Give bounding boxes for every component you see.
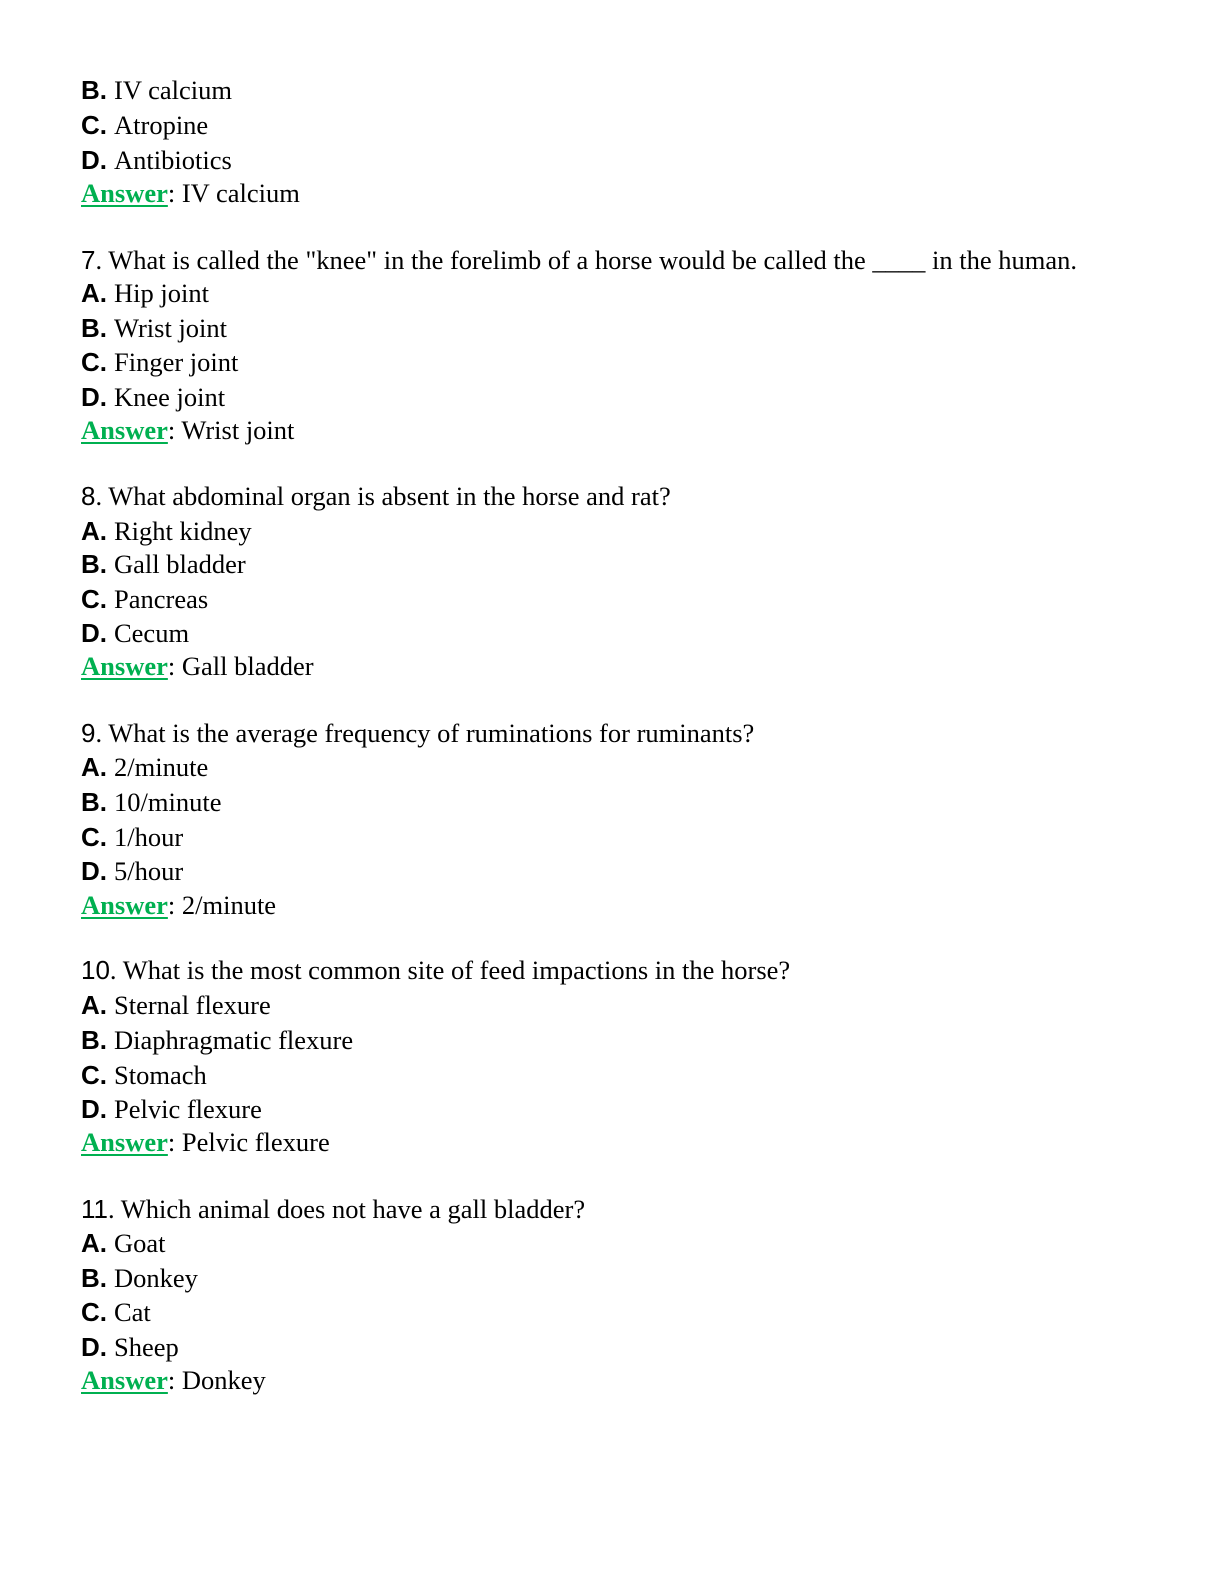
option-text: Wrist joint [114, 313, 228, 343]
option-letter: B. [81, 787, 107, 817]
answer-label: Answer [81, 890, 168, 920]
option-text: Atropine [114, 110, 209, 140]
answer-label: Answer [81, 651, 168, 681]
answer-line: Answer: Gall bladder [81, 651, 314, 681]
question-text: What is the average frequency of ruminations for ruminants? [108, 718, 755, 748]
option-a [81, 989, 271, 1021]
question-number: 9 [81, 718, 96, 748]
option-text: Cecum [114, 618, 190, 648]
option-letter: D. [81, 145, 107, 175]
option-text: 10/minute [114, 787, 222, 817]
option-text: 5/hour [114, 856, 184, 886]
answer-text: Gall bladder [181, 651, 314, 681]
option-text: Hip joint [114, 278, 209, 308]
option-b [81, 1024, 353, 1056]
question-number: 8 [81, 481, 96, 511]
option-d [81, 144, 232, 176]
option-d [81, 381, 225, 413]
option-b [81, 312, 227, 344]
option-c [81, 821, 183, 853]
option-text: Gall bladder [114, 549, 246, 579]
answer-line: Answer: 2/minute [81, 890, 277, 920]
option-text: Antibiotics [114, 145, 232, 175]
answer-text: Pelvic flexure [181, 1127, 330, 1157]
option-a [81, 515, 252, 547]
option-text: Pelvic flexure [114, 1094, 262, 1124]
option-letter: C. [81, 822, 107, 852]
option-letter: A. [81, 752, 107, 782]
option-text: Pancreas [114, 584, 209, 614]
answer-text: Wrist joint [181, 415, 295, 445]
option-text: Knee joint [114, 382, 226, 412]
option-text: Right kidney [114, 516, 252, 546]
option-letter: B. [81, 1025, 107, 1055]
option-letter: A. [81, 990, 107, 1020]
option-c [81, 346, 238, 378]
option-d [81, 617, 189, 649]
answer-text: IV calcium [181, 178, 300, 208]
option-b [81, 786, 221, 818]
option-letter: B. [81, 549, 107, 579]
question-text: What is called the "knee" in the forelimb of a horse would be called the ____ in the human. [108, 245, 1077, 275]
answer-line: Answer: Wrist joint [81, 415, 295, 445]
option-a [81, 277, 209, 309]
option-text: Goat [114, 1228, 166, 1258]
option-c [81, 1059, 207, 1091]
option-text: Sternal flexure [114, 990, 271, 1020]
option-letter: C. [81, 584, 107, 614]
option-d [81, 1093, 262, 1125]
option-d [81, 1331, 179, 1363]
option-b [81, 74, 232, 106]
answer-label: Answer [81, 1127, 168, 1157]
option-letter: A. [81, 1228, 107, 1258]
option-letter: D. [81, 618, 107, 648]
answer-line: Answer: IV calcium [81, 178, 300, 208]
option-c [81, 109, 208, 141]
option-text: IV calcium [114, 75, 232, 105]
option-letter: C. [81, 110, 107, 140]
option-letter: D. [81, 1332, 107, 1362]
option-a [81, 751, 208, 783]
option-letter: B. [81, 75, 107, 105]
option-c [81, 583, 208, 615]
option-text: 1/hour [114, 822, 184, 852]
question-number: 7 [81, 245, 96, 275]
option-text: Cat [114, 1297, 151, 1327]
option-letter: A. [81, 278, 107, 308]
answer-line: Answer: Pelvic flexure [81, 1127, 330, 1157]
option-letter: D. [81, 1094, 107, 1124]
answer-label: Answer [81, 415, 168, 445]
question-line: 7. What is called the "knee" in the forelimb of a horse would be called the ____ in the human. [81, 245, 1077, 275]
question-number: 10 [81, 955, 110, 985]
option-letter: C. [81, 1297, 107, 1327]
option-letter: B. [81, 1263, 107, 1293]
option-text: Diaphragmatic flexure [114, 1025, 354, 1055]
option-a [81, 1227, 166, 1259]
option-letter: D. [81, 856, 107, 886]
option-letter: B. [81, 313, 107, 343]
option-b [81, 1262, 198, 1294]
question-line: 9. What is the average frequency of ruminations for ruminants? [81, 718, 755, 748]
option-b [81, 548, 246, 580]
option-text: 2/minute [114, 752, 209, 782]
answer-line: Answer: Donkey [81, 1365, 266, 1395]
option-text: Donkey [114, 1263, 198, 1293]
question-line: 8. What abdominal organ is absent in the horse and rat? [81, 481, 671, 511]
question-text: What abdominal organ is absent in the horse and rat? [108, 481, 671, 511]
option-letter: D. [81, 382, 107, 412]
option-d [81, 855, 183, 887]
answer-label: Answer [81, 178, 168, 208]
answer-text: Donkey [181, 1365, 266, 1395]
question-number: 11 [81, 1194, 108, 1224]
question-text: Which animal does not have a gall bladder? [120, 1194, 586, 1224]
question-line: 11. Which animal does not have a gall bladder? [81, 1194, 586, 1224]
question-text: What is the most common site of feed impactions in the horse? [122, 955, 791, 985]
option-letter: C. [81, 347, 107, 377]
option-text: Sheep [114, 1332, 179, 1362]
option-letter: C. [81, 1060, 107, 1090]
answer-text: 2/minute [181, 890, 277, 920]
option-text: Stomach [114, 1060, 207, 1090]
question-line: 10. What is the most common site of feed impactions in the horse? [81, 955, 791, 985]
option-c [81, 1296, 151, 1328]
option-letter: A. [81, 516, 107, 546]
option-text: Finger joint [114, 347, 239, 377]
answer-label: Answer [81, 1365, 168, 1395]
